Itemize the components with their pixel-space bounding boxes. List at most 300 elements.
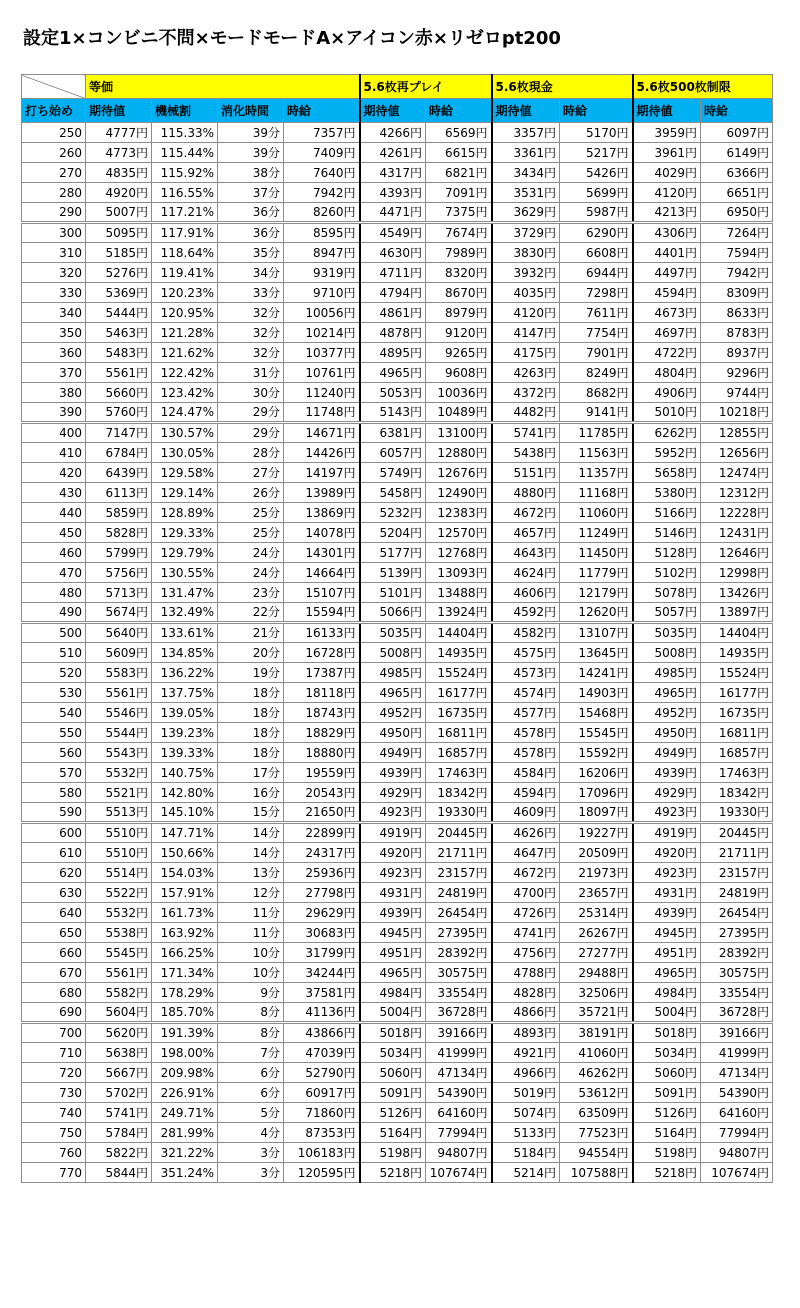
table-row (22, 323, 773, 343)
table-cell: 5674円 (86, 603, 152, 623)
table-cell: 4577円 (492, 703, 560, 723)
table-cell: 4266円 (360, 123, 426, 143)
table-cell: 3分 (218, 1143, 284, 1163)
table-cell: 4120円 (492, 303, 560, 323)
table-cell: 18分 (218, 723, 284, 743)
table-row (22, 1143, 773, 1163)
table-cell: 5583円 (86, 663, 152, 683)
table-cell: 35分 (218, 243, 284, 263)
table-cell: 198.00% (152, 1043, 218, 1063)
start-game-cell: 660 (22, 943, 86, 963)
table-cell: 4578円 (492, 743, 560, 763)
table-cell: 29629円 (284, 903, 360, 923)
table-cell: 24819円 (426, 883, 492, 903)
table-cell: 4035円 (492, 283, 560, 303)
table-cell: 25314円 (560, 903, 633, 923)
table-cell: 6097円 (701, 123, 773, 143)
table-row (22, 1123, 773, 1143)
table-cell: 137.75% (152, 683, 218, 703)
table-row (22, 1083, 773, 1103)
table-cell: 5699円 (560, 183, 633, 203)
table-cell: 37分 (218, 183, 284, 203)
table-cell: 12646円 (701, 543, 773, 563)
start-game-cell: 760 (22, 1143, 86, 1163)
table-cell: 4906円 (633, 383, 701, 403)
table-cell: 6615円 (426, 143, 492, 163)
table-cell: 8670円 (426, 283, 492, 303)
table-cell: 4372円 (492, 383, 560, 403)
table-cell: 145.10% (152, 803, 218, 823)
table-cell: 11240円 (284, 383, 360, 403)
table-cell: 21711円 (426, 843, 492, 863)
table-cell: 7640円 (284, 163, 360, 183)
table-row (22, 903, 773, 923)
table-cell: 8633円 (701, 303, 773, 323)
table-cell: 4950円 (633, 723, 701, 743)
table-cell: 16857円 (701, 743, 773, 763)
table-cell: 191.39% (152, 1023, 218, 1043)
table-cell: 4306円 (633, 223, 701, 243)
table-cell: 5184円 (492, 1143, 560, 1163)
table-cell: 15分 (218, 803, 284, 823)
table-cell: 5741円 (86, 1103, 152, 1123)
table-cell: 10214円 (284, 323, 360, 343)
col-header-start: 打ち始め (22, 99, 86, 123)
table-cell: 4317円 (360, 163, 426, 183)
table-cell: 4804円 (633, 363, 701, 383)
table-cell: 4594円 (633, 283, 701, 303)
table-cell: 5660円 (86, 383, 152, 403)
table-cell: 5102円 (633, 563, 701, 583)
table-cell: 5143円 (360, 403, 426, 423)
start-game-cell: 620 (22, 863, 86, 883)
group-header-cash: 5.6枚現金 (492, 75, 633, 99)
table-cell: 5514円 (86, 863, 152, 883)
table-cell: 4893円 (492, 1023, 560, 1043)
table-cell: 35721円 (560, 1003, 633, 1023)
table-cell: 16811円 (701, 723, 773, 743)
table-row (22, 1043, 773, 1063)
table-cell: 12656円 (701, 443, 773, 463)
table-cell: 130.55% (152, 563, 218, 583)
table-row (22, 683, 773, 703)
table-cell: 46262円 (560, 1063, 633, 1083)
table-cell: 20509円 (560, 843, 633, 863)
table-cell: 20445円 (426, 823, 492, 843)
table-cell: 130.05% (152, 443, 218, 463)
table-cell: 11357円 (560, 463, 633, 483)
table-cell: 4951円 (360, 943, 426, 963)
table-cell: 30575円 (701, 963, 773, 983)
table-cell: 5185円 (86, 243, 152, 263)
start-game-cell: 420 (22, 463, 86, 483)
col-header-hourly: 時給 (426, 99, 492, 123)
table-cell: 5369円 (86, 283, 152, 303)
table-cell: 281.99% (152, 1123, 218, 1143)
table-cell: 4471円 (360, 203, 426, 223)
table-cell: 3959円 (633, 123, 701, 143)
table-cell: 5164円 (360, 1123, 426, 1143)
table-cell: 71860円 (284, 1103, 360, 1123)
table-row (22, 883, 773, 903)
start-game-cell: 680 (22, 983, 86, 1003)
table-cell: 4919円 (360, 823, 426, 843)
table-cell: 34分 (218, 263, 284, 283)
table-cell: 4594円 (492, 783, 560, 803)
table-cell: 9141円 (560, 403, 633, 423)
table-cell: 4921円 (492, 1043, 560, 1063)
table-row (22, 163, 773, 183)
table-cell: 13645円 (560, 643, 633, 663)
table-cell: 5053円 (360, 383, 426, 403)
table-cell: 5177円 (360, 543, 426, 563)
table-cell: 5522円 (86, 883, 152, 903)
table-cell: 5620円 (86, 1023, 152, 1043)
group-header-replay: 5.6枚再プレイ (360, 75, 492, 99)
table-row (22, 583, 773, 603)
table-cell: 14197円 (284, 463, 360, 483)
table-row (22, 703, 773, 723)
table-cell: 4794円 (360, 283, 426, 303)
table-cell: 4951円 (633, 943, 701, 963)
table-cell: 4261円 (360, 143, 426, 163)
table-cell: 5218円 (633, 1163, 701, 1183)
table-cell: 4711円 (360, 263, 426, 283)
table-cell: 120.23% (152, 283, 218, 303)
col-header-ev: 期待値 (360, 99, 426, 123)
table-cell: 4985円 (633, 663, 701, 683)
table-cell: 5532円 (86, 903, 152, 923)
table-cell: 5078円 (633, 583, 701, 603)
table-cell: 77994円 (701, 1123, 773, 1143)
table-cell: 5822円 (86, 1143, 152, 1163)
table-cell: 120.95% (152, 303, 218, 323)
table-cell: 28392円 (701, 943, 773, 963)
table-cell: 171.34% (152, 963, 218, 983)
table-cell: 54390円 (426, 1083, 492, 1103)
table-cell: 14903円 (560, 683, 633, 703)
table-cell: 7264円 (701, 223, 773, 243)
table-cell: 5741円 (492, 423, 560, 443)
table-cell: 161.73% (152, 903, 218, 923)
table-cell: 4919円 (633, 823, 701, 843)
table-cell: 47134円 (426, 1063, 492, 1083)
table-cell: 14分 (218, 843, 284, 863)
table-cell: 12855円 (701, 423, 773, 443)
start-game-cell: 710 (22, 1043, 86, 1063)
table-cell: 5859円 (86, 503, 152, 523)
table-cell: 52790円 (284, 1063, 360, 1083)
table-cell: 14404円 (701, 623, 773, 643)
table-cell: 131.47% (152, 583, 218, 603)
table-cell: 4923円 (360, 803, 426, 823)
table-cell: 16728円 (284, 643, 360, 663)
table-cell: 5702円 (86, 1083, 152, 1103)
table-cell: 36728円 (701, 1003, 773, 1023)
table-cell: 132.49% (152, 603, 218, 623)
table-cell: 5426円 (560, 163, 633, 183)
start-game-cell: 450 (22, 523, 86, 543)
table-row (22, 723, 773, 743)
start-game-cell: 730 (22, 1083, 86, 1103)
table-cell: 4213円 (633, 203, 701, 223)
table-cell: 33554円 (426, 983, 492, 1003)
table-row (22, 203, 773, 223)
table-cell: 5604円 (86, 1003, 152, 1023)
table-cell: 6439円 (86, 463, 152, 483)
table-cell: 4965円 (633, 963, 701, 983)
table-cell: 3531円 (492, 183, 560, 203)
start-game-cell: 750 (22, 1123, 86, 1143)
table-cell: 4945円 (633, 923, 701, 943)
table-cell: 119.41% (152, 263, 218, 283)
table-cell: 106183円 (284, 1143, 360, 1163)
table-cell: 5658円 (633, 463, 701, 483)
col-header-ev: 期待値 (86, 99, 152, 123)
table-cell: 107674円 (701, 1163, 773, 1183)
table-cell: 11060円 (560, 503, 633, 523)
table-cell: 14935円 (701, 643, 773, 663)
col-header-hourly: 時給 (560, 99, 633, 123)
table-cell: 14404円 (426, 623, 492, 643)
table-cell: 5609円 (86, 643, 152, 663)
table-cell: 129.58% (152, 463, 218, 483)
table-cell: 5034円 (633, 1043, 701, 1063)
table-cell: 139.23% (152, 723, 218, 743)
table-cell: 26267円 (560, 923, 633, 943)
table-cell: 4966円 (492, 1063, 560, 1083)
start-game-cell: 600 (22, 823, 86, 843)
table-cell: 5分 (218, 1103, 284, 1123)
table-cell: 12570円 (426, 523, 492, 543)
table-cell: 5582円 (86, 983, 152, 1003)
table-cell: 128.89% (152, 503, 218, 523)
table-cell: 121.28% (152, 323, 218, 343)
table-cell: 12768円 (426, 543, 492, 563)
table-row (22, 743, 773, 763)
table-row (22, 343, 773, 363)
table-cell: 7375円 (426, 203, 492, 223)
table-cell: 5035円 (633, 623, 701, 643)
table-cell: 4949円 (360, 743, 426, 763)
table-cell: 41999円 (701, 1043, 773, 1063)
start-game-cell: 330 (22, 283, 86, 303)
table-cell: 19330円 (426, 803, 492, 823)
table-cell: 7942円 (701, 263, 773, 283)
table-cell: 3629円 (492, 203, 560, 223)
table-cell: 25分 (218, 503, 284, 523)
table-cell: 5170円 (560, 123, 633, 143)
table-cell: 87353円 (284, 1123, 360, 1143)
table-cell: 5066円 (360, 603, 426, 623)
table-cell: 4756円 (492, 943, 560, 963)
table-cell: 4965円 (360, 683, 426, 703)
table-cell: 107674円 (426, 1163, 492, 1183)
table-cell: 3830円 (492, 243, 560, 263)
table-cell: 12998円 (701, 563, 773, 583)
table-row (22, 943, 773, 963)
table-cell: 5091円 (633, 1083, 701, 1103)
start-game-cell: 480 (22, 583, 86, 603)
table-cell: 5217円 (560, 143, 633, 163)
table-cell: 39分 (218, 143, 284, 163)
table-cell: 4773円 (86, 143, 152, 163)
table-cell: 13426円 (701, 583, 773, 603)
table-row (22, 503, 773, 523)
table-cell: 5010円 (633, 403, 701, 423)
table-row (22, 1023, 773, 1043)
table-cell: 4929円 (633, 783, 701, 803)
table-cell: 5091円 (360, 1083, 426, 1103)
start-game-cell: 260 (22, 143, 86, 163)
table-cell: 4573円 (492, 663, 560, 683)
table-cell: 5458円 (360, 483, 426, 503)
table-cell: 8937円 (701, 343, 773, 363)
table-cell: 134.85% (152, 643, 218, 663)
table-cell: 31分 (218, 363, 284, 383)
table-row (22, 843, 773, 863)
table-cell: 118.64% (152, 243, 218, 263)
table-cell: 13924円 (426, 603, 492, 623)
table-cell: 129.14% (152, 483, 218, 503)
table-cell: 5004円 (360, 1003, 426, 1023)
table-cell: 20543円 (284, 783, 360, 803)
table-cell: 64160円 (701, 1103, 773, 1123)
table-cell: 10分 (218, 963, 284, 983)
table-cell: 11748円 (284, 403, 360, 423)
start-game-cell: 530 (22, 683, 86, 703)
table-cell: 4984円 (633, 983, 701, 1003)
table-cell: 21分 (218, 623, 284, 643)
table-cell: 5543円 (86, 743, 152, 763)
start-game-cell: 290 (22, 203, 86, 223)
table-cell: 142.80% (152, 783, 218, 803)
table-cell: 5952円 (633, 443, 701, 463)
table-cell: 9296円 (701, 363, 773, 383)
table-cell: 5018円 (360, 1023, 426, 1043)
table-cell: 6113円 (86, 483, 152, 503)
table-row (22, 363, 773, 383)
table-cell: 5060円 (360, 1063, 426, 1083)
table-cell: 5034円 (360, 1043, 426, 1063)
table-cell: 3729円 (492, 223, 560, 243)
table-cell: 4929円 (360, 783, 426, 803)
table-cell: 7594円 (701, 243, 773, 263)
table-cell: 4939円 (633, 763, 701, 783)
table-cell: 123.42% (152, 383, 218, 403)
table-cell: 4657円 (492, 523, 560, 543)
table-cell: 115.92% (152, 163, 218, 183)
table-cell: 11249円 (560, 523, 633, 543)
table-cell: 133.61% (152, 623, 218, 643)
table-cell: 5380円 (633, 483, 701, 503)
table-cell: 5166円 (633, 503, 701, 523)
start-game-cell: 580 (22, 783, 86, 803)
table-cell: 5640円 (86, 623, 152, 643)
table-cell: 8249円 (560, 363, 633, 383)
table-row (22, 543, 773, 563)
table-cell: 23657円 (560, 883, 633, 903)
start-game-cell: 370 (22, 363, 86, 383)
start-game-cell: 490 (22, 603, 86, 623)
table-cell: 4950円 (360, 723, 426, 743)
table-cell: 5018円 (633, 1023, 701, 1043)
start-game-cell: 400 (22, 423, 86, 443)
table-cell: 23157円 (701, 863, 773, 883)
table-cell: 117.21% (152, 203, 218, 223)
table-cell: 33554円 (701, 983, 773, 1003)
table-cell: 5008円 (633, 643, 701, 663)
table-cell: 77994円 (426, 1123, 492, 1143)
table-cell: 24819円 (701, 883, 773, 903)
table-cell: 8783円 (701, 323, 773, 343)
table-cell: 4878円 (360, 323, 426, 343)
table-cell: 4609円 (492, 803, 560, 823)
table-cell: 5463円 (86, 323, 152, 343)
table-cell: 178.29% (152, 983, 218, 1003)
table-cell: 226.91% (152, 1083, 218, 1103)
corner-cell (22, 75, 86, 99)
start-game-cell: 560 (22, 743, 86, 763)
table-row (22, 663, 773, 683)
start-game-cell: 520 (22, 663, 86, 683)
start-game-cell: 670 (22, 963, 86, 983)
table-row (22, 303, 773, 323)
group-header-limit: 5.6枚500枚制限 (633, 75, 773, 99)
table-cell: 16206円 (560, 763, 633, 783)
table-cell: 18分 (218, 743, 284, 763)
table-cell: 18743円 (284, 703, 360, 723)
table-cell: 4965円 (360, 963, 426, 983)
table-cell: 38191円 (560, 1023, 633, 1043)
table-cell: 5146円 (633, 523, 701, 543)
table-cell: 4575円 (492, 643, 560, 663)
table-cell: 18分 (218, 703, 284, 723)
table-cell: 3932円 (492, 263, 560, 283)
table-row (22, 983, 773, 1003)
table-cell: 4482円 (492, 403, 560, 423)
table-cell: 14671円 (284, 423, 360, 443)
table-cell: 4949円 (633, 743, 701, 763)
table-cell: 9319円 (284, 263, 360, 283)
table-cell: 4880円 (492, 483, 560, 503)
table-row (22, 603, 773, 623)
table-cell: 14分 (218, 823, 284, 843)
table-cell: 4029円 (633, 163, 701, 183)
table-cell: 32506円 (560, 983, 633, 1003)
start-game-cell: 640 (22, 903, 86, 923)
table-cell: 8309円 (701, 283, 773, 303)
col-header-payout: 機械割 (152, 99, 218, 123)
table-cell: 5638円 (86, 1043, 152, 1063)
table-row (22, 283, 773, 303)
table-cell: 5095円 (86, 223, 152, 243)
start-game-cell: 280 (22, 183, 86, 203)
start-game-cell: 270 (22, 163, 86, 183)
table-cell: 8260円 (284, 203, 360, 223)
table-cell: 15594円 (284, 603, 360, 623)
start-game-cell: 460 (22, 543, 86, 563)
table-cell: 4965円 (360, 363, 426, 383)
col-header-ev: 期待値 (633, 99, 701, 123)
table-cell: 23157円 (426, 863, 492, 883)
table-row (22, 443, 773, 463)
start-game-cell: 770 (22, 1163, 86, 1183)
table-row (22, 263, 773, 283)
table-cell: 5074円 (492, 1103, 560, 1123)
start-game-cell: 310 (22, 243, 86, 263)
table-cell: 27395円 (701, 923, 773, 943)
